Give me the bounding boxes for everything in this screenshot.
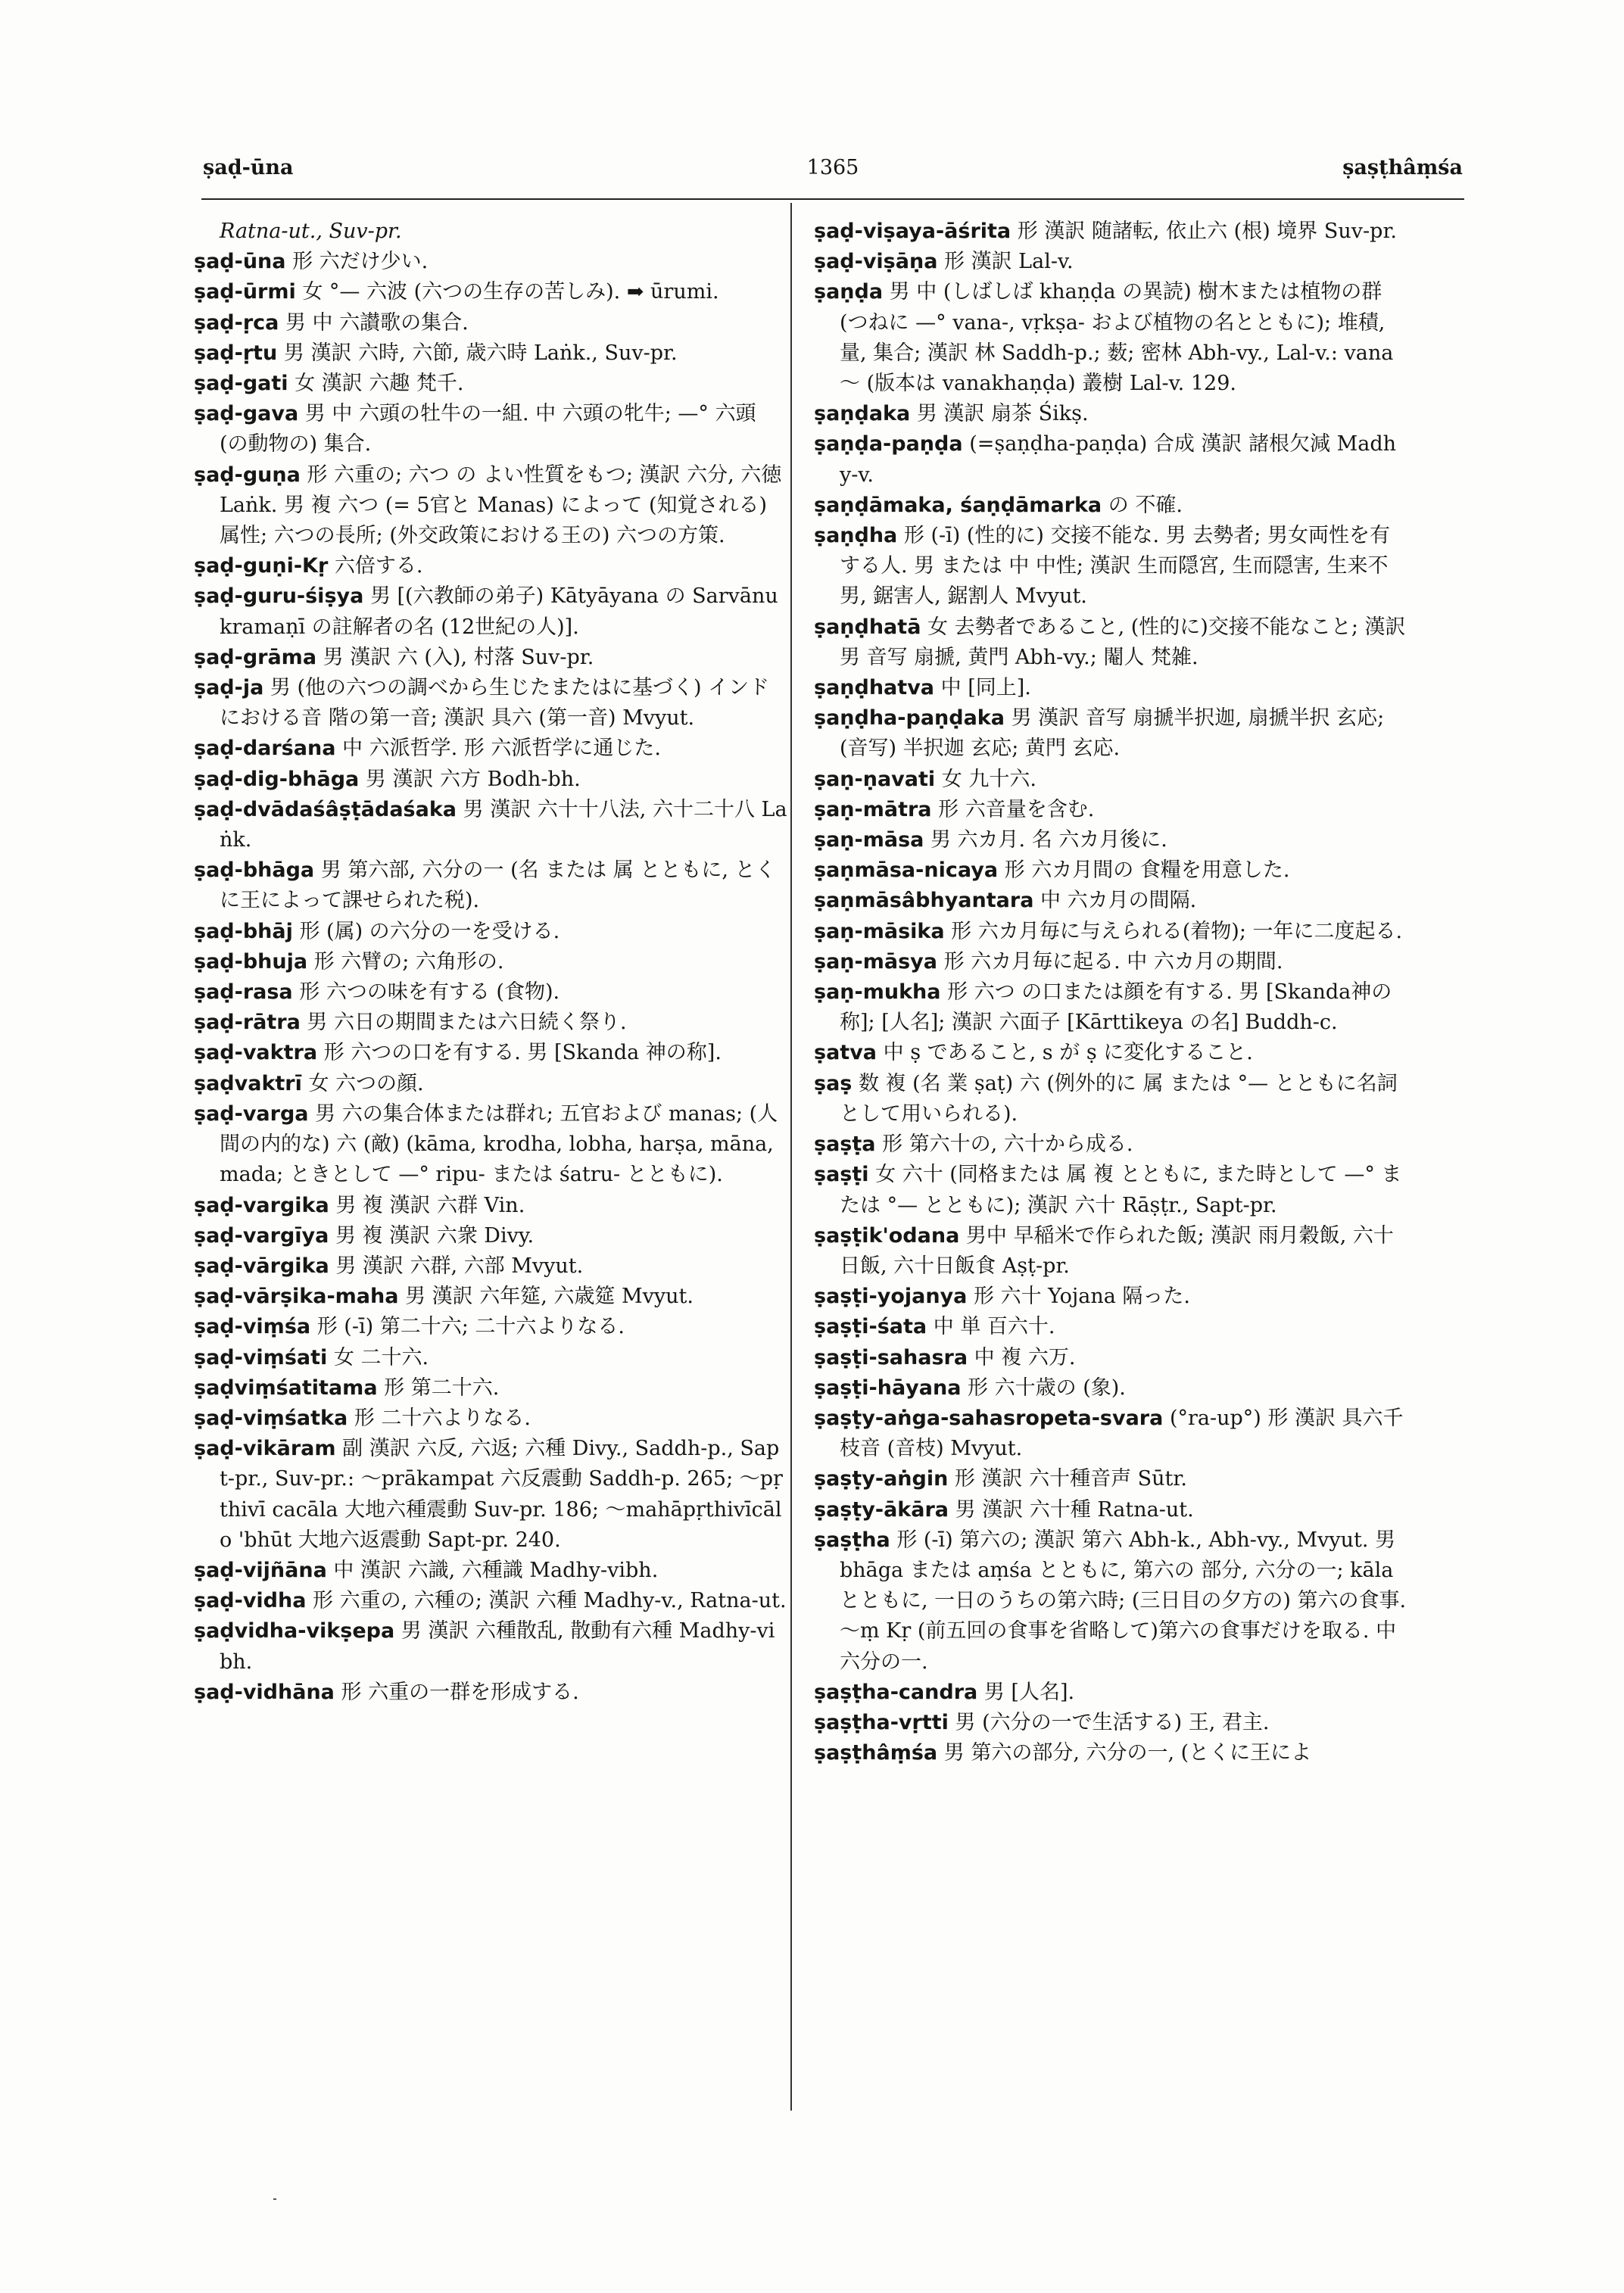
dictionary-entry bbox=[814, 1038, 1407, 1068]
entry-definition: 女 九十六. bbox=[941, 767, 1036, 791]
entry-definition: 男 漢訳 六十十八法, 六十二十八 Laṅk. bbox=[220, 797, 787, 852]
entry-headword: ṣaḍ-vidhāna bbox=[194, 1680, 335, 1704]
entry-headword: ṣaṇmāsâbhyantara bbox=[814, 889, 1034, 913]
entry-headword: ṣaṇ-mātra bbox=[814, 797, 932, 821]
dictionary-entry bbox=[814, 1221, 1407, 1282]
entry-definition: 形 (-ī) (性的に) 交接不能な. 男 去勢者; 男女両性を有する人. 男 または 中 中性; 漢訳 生而隠宮, 生而隠害, 生来不男, 鋸害人, 鋸割人 Mvyut. bbox=[840, 524, 1390, 609]
entry-headword: ṣaḍ-viṃśatka bbox=[194, 1406, 348, 1430]
entry-headword: ṣaḍ-vaktra bbox=[194, 1041, 318, 1065]
entry-definition: 男 漢訳 六方 Bodh-bh. bbox=[365, 767, 581, 791]
entry-headword: ṣaḍ-dig-bhāga bbox=[194, 767, 360, 791]
dictionary-entry bbox=[194, 247, 787, 277]
entry-headword: ṣaḍ-bhuja bbox=[194, 949, 308, 974]
entry-definition: 女 °— 六波 (六つの生存の苦しみ). ➡ ūrumi. bbox=[302, 280, 719, 304]
entry-definition: 形 二十六よりなる. bbox=[354, 1406, 531, 1430]
dictionary-entry bbox=[814, 673, 1407, 703]
entry-definition: 形 六つの口を有する. 男 [Skanda 神の称]. bbox=[323, 1041, 722, 1065]
entry-definition: 男 中 (しばしば khaṇḍa の異読) 樹木または植物の群 (つねに —° vana-, vṛkṣa- および植物の名とともに); 堆積, 量, 集合; 漢訳 林 Saddh-p.; 薮; 密林 Abh-vy., Lal-v.: vana～ (版本は vanakhaṇḍa) 叢樹 Lal-v. 129. bbox=[840, 280, 1394, 396]
entry-headword: ṣaṇḍa-paṇḍa bbox=[814, 432, 963, 456]
entry-headword: ṣaḍ-vidha bbox=[194, 1589, 307, 1613]
entry-headword: ṣaḍ-vijñāna bbox=[194, 1558, 327, 1582]
entry-headword: ṣaḍ-grāma bbox=[194, 645, 317, 669]
dictionary-entry bbox=[814, 977, 1407, 1038]
entry-headword: ṣaḍ-bhāga bbox=[194, 858, 315, 883]
dictionary-entry bbox=[814, 795, 1407, 825]
entry-headword: ṣaṇ-māsya bbox=[814, 949, 937, 974]
dictionary-entry bbox=[194, 947, 787, 977]
entry-definition: 女 六十 (同格または 属 複 とともに, また時として —° または °— とともに); 漢訳 六十 Rāṣṭr., Sapt-pr. bbox=[840, 1163, 1402, 1217]
entry-headword: ṣaṣṭi-hāyana bbox=[814, 1375, 962, 1400]
header-right-headword: ṣaṣṭhâṃśa bbox=[1342, 156, 1463, 179]
dictionary-entry bbox=[194, 1343, 787, 1373]
entry-definition: 男 漢訳 音写 扇搋半択迦, 扇搋半択 玄応; (音写) 半択迦 玄応; 黄門 玄応. bbox=[840, 706, 1385, 761]
dictionary-entry bbox=[194, 643, 787, 673]
entry-definition: の 不確. bbox=[1108, 493, 1183, 517]
entry-definition: 男 第六部, 六分の一 (名 または 属 とともに, とくに王によって課せられた税). bbox=[220, 858, 776, 913]
entry-definition: 形 六臂の; 六角形の. bbox=[313, 949, 504, 974]
entry-definition: 形 六カ月毎に起る. 中 六カ月の期間. bbox=[943, 949, 1283, 974]
dictionary-entry bbox=[194, 369, 787, 399]
entry-definition: 女 漢訳 六趣 梵千. bbox=[295, 372, 464, 396]
dictionary-entry bbox=[814, 1312, 1407, 1342]
entry-headword: ṣaṣṭik'odana bbox=[814, 1223, 960, 1248]
dictionary-entry bbox=[194, 399, 787, 460]
dictionary-entry bbox=[814, 247, 1407, 277]
dictionary-entry bbox=[814, 1708, 1407, 1738]
entry-definition: (°ra-up°) 形 漢訳 具六千枝音 (音枝) Mvyut. bbox=[840, 1406, 1404, 1461]
entry-definition: 男 漢訳 六群, 六部 Mvyut. bbox=[335, 1254, 584, 1278]
entry-definition: 形 六重の; 六つ の よい性質をもつ; 漢訳 六分, 六徳 Laṅk. 男 複 六つ (= 5官と Manas) によって (知覚される)属性; 六つの長所; (外交政策における王の) 六つの方策. bbox=[220, 463, 782, 548]
dictionary-entry bbox=[814, 825, 1407, 855]
entry-definition: 男 [人名]. bbox=[983, 1680, 1075, 1704]
entry-definition: 男 漢訳 六十種 Ratna-ut. bbox=[955, 1497, 1194, 1522]
entry-definition: 男 漢訳 六年筵, 六歳筵 Mvyut. bbox=[405, 1285, 694, 1309]
entry-definition: 六倍する. bbox=[334, 554, 423, 578]
entry-definition: 形 (属) の六分の一を受ける. bbox=[299, 919, 560, 943]
entry-definition: 男 漢訳 扇茶 Śikṣ. bbox=[916, 402, 1089, 426]
entry-definition: 形 (-ī) 第二十六; 二十六よりなる. bbox=[316, 1315, 625, 1339]
entry-headword: ṣaḍvidha-vikṣepa bbox=[194, 1619, 395, 1643]
header-left-headword: ṣaḍ-ūna bbox=[203, 156, 294, 179]
entry-definition: 男 (他の六つの調べから生じたまたはに基づく) インドにおける音 階の第一音; 漢訳 具六 (第一音) Mvyut. bbox=[220, 676, 770, 731]
entry-definition: 女 六つの顔. bbox=[308, 1071, 424, 1095]
header-rule bbox=[201, 198, 1464, 200]
entry-headword: ṣaḍ-vargīya bbox=[194, 1223, 329, 1248]
dictionary-entry bbox=[194, 460, 787, 552]
entry-headword: ṣaḍ-viṣaya-āśrita bbox=[814, 220, 1011, 243]
dictionary-entry bbox=[814, 1738, 1407, 1768]
dictionary-entry bbox=[814, 399, 1407, 429]
left-column bbox=[194, 217, 787, 1708]
entry-headword: ṣaḍvaktrī bbox=[194, 1071, 302, 1095]
dictionary-entry bbox=[814, 917, 1407, 947]
entry-headword: ṣaṣṭha bbox=[814, 1528, 890, 1552]
entry-headword: ṣaḍ-guru-śiṣya bbox=[194, 584, 364, 609]
entry-headword: ṣaḍ-vargika bbox=[194, 1193, 329, 1217]
dictionary-entry bbox=[814, 1464, 1407, 1494]
entry-definition: 男 複 漢訳 六衆 Divy. bbox=[335, 1223, 535, 1248]
dictionary-entry bbox=[194, 1221, 787, 1251]
entry-headword: ṣaṣṭy-ākāra bbox=[814, 1497, 949, 1522]
entry-headword: ṣaṇ-ṇavati bbox=[814, 767, 936, 791]
entry-definition: 中 六カ月の間隔. bbox=[1040, 889, 1197, 913]
entry-definition: 男 六カ月. 名 六カ月後に. bbox=[930, 828, 1167, 852]
dictionary-entry bbox=[814, 886, 1407, 916]
entry-definition: 副 漢訳 六反, 六返; 六種 Divy., Saddh-p., Sapt-pr., Suv-pr.: ～prākampat 六反震動 Saddh-p. 265; ～pṛthivī cacāla 大地六種震動 Suv-pr. 186; ～mahāpṛthivīcālo 'bhūt 大地六返震動 Sapt-pr. 240. bbox=[220, 1437, 783, 1552]
entry-headword: ṣaṇḍhatva bbox=[814, 676, 935, 700]
dictionary-entry bbox=[194, 551, 787, 581]
dictionary-entry bbox=[814, 1373, 1407, 1404]
entry-definition: 中 六派哲学. 形 六派哲学に通じた. bbox=[342, 737, 661, 761]
entry-definition: 形 六音量を含む. bbox=[938, 797, 1095, 821]
dictionary-entry bbox=[194, 308, 787, 338]
dictionary-entry bbox=[194, 277, 787, 307]
entry-headword: ṣaḍviṃśatitama bbox=[194, 1375, 378, 1400]
entry-headword: ṣaḍ-varga bbox=[194, 1101, 309, 1126]
dictionary-entry bbox=[814, 612, 1407, 673]
entry-definition: 形 (-ī) 第六の; 漢訳 第六 Abh-k., Abh-vy., Mvyut. 男 bhāga または aṃśa とともに, 第六の 部分, 六分の一; kāla とともに, 一日のうちの第六時; (三日目の夕方の) 第六の食事. ～ṃ Kṛ (前五回の食事を省略して)第六の食事だけを取る. 中 六分の一. bbox=[840, 1528, 1407, 1674]
entry-headword: ṣaṣṭi bbox=[814, 1163, 869, 1187]
entry-headword: ṣaṣṭha-candra bbox=[814, 1680, 978, 1704]
right-column bbox=[814, 217, 1407, 1768]
dictionary-entry bbox=[194, 1191, 787, 1221]
entry-definition: 男 漢訳 六種散乱, 散動有六種 Madhy-vibh. bbox=[220, 1619, 775, 1674]
entry-definition: 中 複 六万. bbox=[974, 1345, 1076, 1369]
entry-headword: ṣaṇ-māsika bbox=[814, 919, 945, 943]
entry-headword: ṣaḍ-gati bbox=[194, 372, 288, 396]
dictionary-entry bbox=[814, 1129, 1407, 1160]
entry-headword: ṣaḍ-rasa bbox=[194, 980, 293, 1005]
dictionary-entry bbox=[814, 217, 1407, 247]
dictionary-entry bbox=[194, 1038, 787, 1068]
entry-headword: ṣaḍ-ṛca bbox=[194, 310, 279, 335]
dictionary-entry bbox=[194, 855, 787, 916]
entry-headword: ṣaḍ-darśana bbox=[194, 737, 336, 761]
dictionary-entry bbox=[814, 521, 1407, 612]
dictionary-entry bbox=[814, 277, 1407, 399]
entry-headword: ṣaḍ-gava bbox=[194, 402, 299, 426]
entry-definition: 形 六つ の口または顔を有する. 男 [Skanda神の称]; [人名]; 漢訳 六面子 [Kārttikeya の名] Buddh-c. bbox=[840, 980, 1392, 1035]
continuation-line: Ratna-ut., Suv-pr. bbox=[220, 220, 402, 243]
entry-headword: ṣaḍ-viṃśati bbox=[194, 1345, 328, 1369]
dictionary-entry bbox=[194, 1616, 787, 1677]
dictionary-entry bbox=[814, 703, 1407, 764]
entry-definition: 形 漢訳 六十種音声 Sūtr. bbox=[954, 1467, 1187, 1491]
dictionary-entry bbox=[194, 673, 787, 734]
entry-definition: 男中 早稲米で作られた飯; 漢訳 雨月穀飯, 六十日飯, 六十日飯食 Aṣṭ-pr. bbox=[840, 1223, 1394, 1278]
column-divider bbox=[790, 203, 792, 2111]
entry-headword: ṣaḍ-ṛtu bbox=[194, 341, 278, 365]
dictionary-entry bbox=[814, 1343, 1407, 1373]
entry-definition: 中 [同上]. bbox=[940, 676, 1031, 700]
dictionary-entry bbox=[814, 491, 1407, 521]
dictionary-entry bbox=[814, 429, 1407, 490]
entry-definition: 形 六つの味を有する (食物). bbox=[299, 980, 560, 1005]
dictionary-entry bbox=[194, 977, 787, 1008]
entry-headword: ṣaḍ-ūrmi bbox=[194, 280, 296, 304]
dictionary-entry bbox=[194, 338, 787, 369]
entry-definition: 数 複 (名 業 ṣaṭ) 六 (例外的に 属 または °— とともに名詞として用いられる). bbox=[840, 1071, 1398, 1126]
dictionary-entry bbox=[194, 1556, 787, 1586]
dictionary-entry bbox=[194, 1251, 787, 1282]
entry-definition: 形 第六十の, 六十から成る. bbox=[882, 1132, 1133, 1157]
dictionary-entry bbox=[814, 1069, 1407, 1129]
dictionary-entry bbox=[194, 1099, 787, 1191]
entry-definition: (=ṣaṇḍha-paṇḍa) 合成 漢訳 諸根欠減 Madhy-v. bbox=[840, 432, 1397, 487]
dictionary-entry bbox=[194, 734, 787, 764]
entry-definition: 形 六重の一群を形成する. bbox=[341, 1680, 579, 1704]
entry-definition: 形 六カ月毎に与えられる(着物); 一年に二度起る. bbox=[951, 919, 1403, 943]
dictionary-entry bbox=[194, 1586, 787, 1616]
entry-headword: ṣaḍ-rātra bbox=[194, 1011, 301, 1035]
entry-headword: ṣaṇḍāmaka, śaṇḍāmarka bbox=[814, 493, 1102, 517]
entry-headword: ṣaḍ-guṇa bbox=[194, 463, 301, 487]
entry-definition: 形 六だけ少い. bbox=[292, 250, 429, 274]
entry-headword: ṣaṇḍha bbox=[814, 524, 898, 548]
dictionary-entry bbox=[814, 947, 1407, 977]
dictionary-entry bbox=[194, 1434, 787, 1556]
dictionary-entry bbox=[814, 1525, 1407, 1678]
entry-headword: ṣaḍ-bhāj bbox=[194, 919, 293, 943]
entry-headword: ṣaṣṭi-sahasra bbox=[814, 1345, 968, 1369]
dictionary-entry bbox=[194, 765, 787, 795]
dictionary-entry bbox=[194, 1678, 787, 1708]
dictionary-entry bbox=[194, 795, 787, 855]
entry-headword: ṣaṣṭi-yojanya bbox=[814, 1285, 968, 1309]
entry-definition: 男 (六分の一で生活する) 王, 君主. bbox=[955, 1710, 1270, 1734]
entry-headword: ṣaḍ-dvādaśâṣṭādaśaka bbox=[194, 797, 457, 821]
dictionary-entry bbox=[194, 1008, 787, 1038]
entry-definition: 男 漢訳 六 (入), 村落 Suv-pr. bbox=[323, 645, 594, 669]
entry-headword: ṣaḍ-viṃśa bbox=[194, 1315, 311, 1339]
entry-headword: ṣaṇḍhatā bbox=[814, 615, 921, 639]
entry-definition: 形 六重の, 六種の; 漢訳 六種 Madhy-v., Ratna-ut. bbox=[313, 1589, 787, 1613]
entry-definition: 形 漢訳 随諸転, 依止六 (根) 境界 Suv-pr. bbox=[1017, 220, 1397, 243]
dictionary-entry bbox=[194, 1312, 787, 1342]
entry-definition: 男 複 漢訳 六群 Vin. bbox=[335, 1193, 525, 1217]
entry-definition: 形 六十 Yojana 隔った. bbox=[974, 1285, 1191, 1309]
entry-definition: 中 単 百六十. bbox=[933, 1315, 1055, 1339]
entry-definition: 女 去勢者であること, (性的に)交接不能なこと; 漢訳 男 音写 扇搋, 黄門 Abh-vy.; 閹人 梵雑. bbox=[840, 615, 1406, 669]
scan-mark bbox=[273, 2198, 276, 2200]
entry-headword: ṣatva bbox=[814, 1041, 877, 1065]
entry-headword: ṣaṇ-māsa bbox=[814, 828, 924, 852]
entry-headword: ṣaḍ-guṇi-Kṛ bbox=[194, 554, 329, 578]
entry-headword: ṣaṇmāsa-nicaya bbox=[814, 858, 999, 883]
dictionary-entry bbox=[814, 1404, 1407, 1464]
page-number: 1365 bbox=[806, 156, 859, 179]
page-header bbox=[203, 156, 1463, 194]
dictionary-entry bbox=[814, 855, 1407, 886]
entry-headword: ṣaṣṭhâṃśa bbox=[814, 1741, 938, 1765]
dictionary-entry bbox=[814, 1282, 1407, 1312]
entry-headword: ṣaḍ-ūna bbox=[194, 250, 286, 274]
entry-headword: ṣaṣṭy-aṅgin bbox=[814, 1467, 949, 1491]
entry-definition: 男 [(六教師の弟子) Kātyāyana の Sarvānukramaṇī の註解者の名 (12世紀の人)]. bbox=[220, 584, 778, 639]
entry-headword: ṣaḍ-ja bbox=[194, 676, 264, 700]
entry-definition: 形 漢訳 Lal-v. bbox=[944, 250, 1074, 274]
dictionary-entry bbox=[814, 1678, 1407, 1708]
entry-headword: ṣaṇḍaka bbox=[814, 402, 911, 426]
dictionary-entry bbox=[814, 1495, 1407, 1525]
entry-headword: ṣaḍ-vikāram bbox=[194, 1437, 336, 1461]
entry-definition: 男 漢訳 六時, 六節, 歳六時 Laṅk., Suv-pr. bbox=[283, 341, 678, 365]
entry-headword: ṣaṣṭa bbox=[814, 1132, 876, 1157]
entry-definition: 男 第六の部分, 六分の一, (とくに王によ bbox=[943, 1741, 1312, 1765]
entry-definition: 中 ṣ であること, s が ṣ に変化すること. bbox=[883, 1041, 1253, 1065]
entry-definition: 中 漢訳 六識, 六種識 Madhy-vibh. bbox=[333, 1558, 659, 1582]
entry-definition: 形 六カ月間の 食糧を用意した. bbox=[1004, 858, 1290, 883]
entry-definition: 形 第二十六. bbox=[384, 1375, 500, 1400]
entry-definition: 女 二十六. bbox=[333, 1345, 429, 1369]
entry-definition: 男 中 六頭の牡牛の一組. 中 六頭の牝牛; —° 六頭 (の動物の) 集合. bbox=[220, 402, 756, 456]
dictionary-entry bbox=[194, 917, 787, 947]
entry-headword: ṣaṇ-mukha bbox=[814, 980, 941, 1005]
entry-headword: ṣaṣṭi-śata bbox=[814, 1315, 927, 1339]
entry-headword: ṣaṇḍha-paṇḍaka bbox=[814, 706, 1005, 731]
dictionary-entry bbox=[194, 1404, 787, 1434]
entry-headword: ṣaṇḍa bbox=[814, 280, 884, 304]
entry-definition: 男 六の集合体または群れ; 五官および manas; (人間の内的な) 六 (敵) (kāma, krodha, lobha, harṣa, māna, mada; ときとして —° ripu- または śatru- とともに). bbox=[220, 1101, 778, 1187]
dictionary-entry bbox=[194, 1373, 787, 1404]
dictionary-entry bbox=[194, 1069, 787, 1099]
entry-headword: ṣaḍ-vārgika bbox=[194, 1254, 329, 1278]
dictionary-entry bbox=[814, 1160, 1407, 1220]
entry-headword: ṣaṣ bbox=[814, 1071, 853, 1095]
entry-definition: 男 中 六讃歌の集合. bbox=[285, 310, 469, 335]
entry-headword: ṣaḍ-vārṣika-maha bbox=[194, 1285, 399, 1309]
entry-definition: 男 六日の期間または六日続く祭り. bbox=[307, 1011, 627, 1035]
entry-headword: ṣaṣṭy-aṅga-sahasropeta-svara bbox=[814, 1406, 1164, 1430]
dictionary-entry bbox=[194, 1282, 787, 1312]
entry-headword: ṣaḍ-viṣāṇa bbox=[814, 250, 938, 274]
dictionary-entry bbox=[814, 765, 1407, 795]
entry-definition: 形 六十歳の (象). bbox=[968, 1375, 1126, 1400]
dictionary-entry bbox=[194, 581, 787, 642]
entry-headword: ṣaṣṭha-vṛtti bbox=[814, 1710, 949, 1734]
